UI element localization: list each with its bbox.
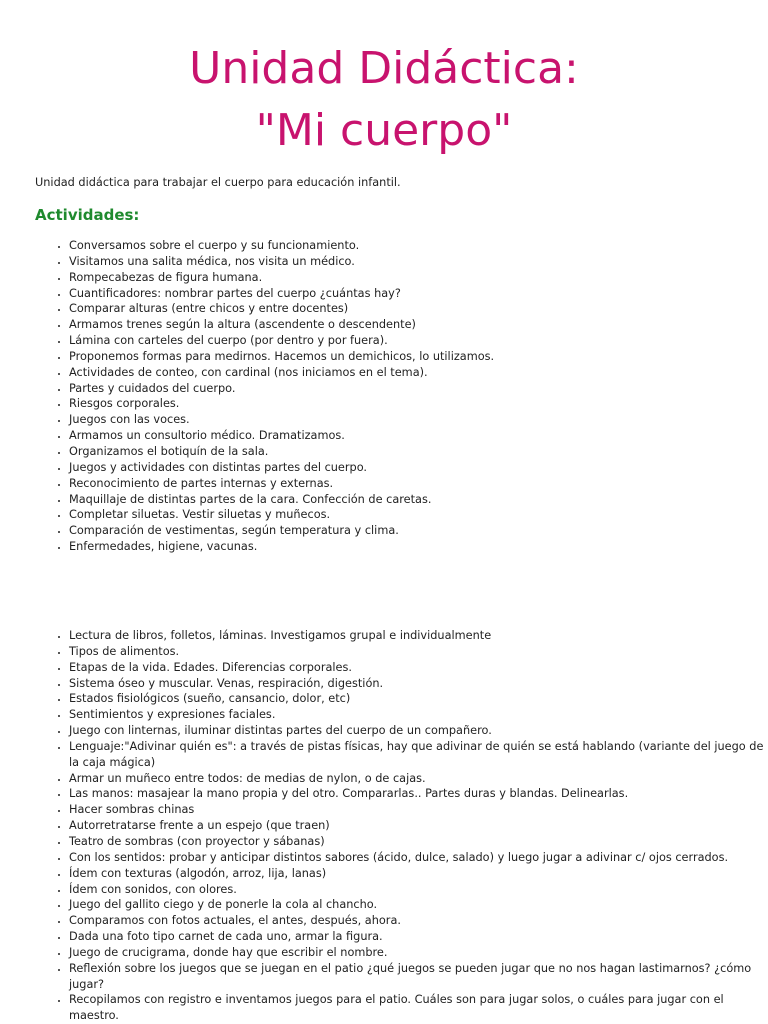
list-item: • Juego del gallito ciego y de ponerle la cola al chancho. — [69, 897, 768, 913]
list-item: • Comparación de vestimentas, según temperatura y clima. — [69, 523, 768, 539]
list-item: • Actividades de conteo, con cardinal (nos iniciamos en el tema). — [69, 365, 768, 381]
list-item: • Juego con linternas, iluminar distintas partes del cuerpo de un compañero. — [69, 723, 768, 739]
list-item: • Tipos de alimentos. — [69, 644, 768, 660]
list-item: • Ídem con texturas (algodón, arroz, lija, lanas) — [69, 866, 768, 882]
list-item: • Organizamos el botiquín de la sala. — [69, 444, 768, 460]
list-item: • Juegos y actividades con distintas partes del cuerpo. — [69, 460, 768, 476]
list-item: • Armamos trenes según la altura (ascendente o descendente) — [69, 317, 768, 333]
list-item: • Juegos con las voces. — [69, 412, 768, 428]
list-item: • Estados fisiológicos (sueño, cansancio, dolor, etc) — [69, 691, 768, 707]
list-item: • Completar siluetas. Vestir siluetas y muñecos. — [69, 507, 768, 523]
list-item: • Maquillaje de distintas partes de la cara. Confección de caretas. — [69, 492, 768, 508]
list-item: • Visitamos una salita médica, nos visita un médico. — [69, 254, 768, 270]
list-item: • Lámina con carteles del cuerpo (por dentro y por fuera). — [69, 333, 768, 349]
list-item: • Ídem con sonidos, con olores. — [69, 882, 768, 898]
list-item: • Juego de crucigrama, donde hay que escribir el nombre. — [69, 945, 768, 961]
list-item: • Lenguaje:"Adivinar quién es": a través de pistas físicas, hay que adivinar de quién se está hablando (variante del juego de la caja mágica) — [69, 739, 768, 771]
list-item: • Armar un muñeco entre todos: de medias de nylon, o de cajas. — [69, 771, 768, 787]
list-item: • Reconocimiento de partes internas y externas. — [69, 476, 768, 492]
list-item: • Lectura de libros, folletos, láminas. Investigamos grupal e individualmente — [69, 628, 768, 644]
activities-list-2 — [35, 628, 768, 1024]
list-item: • Sentimientos y expresiones faciales. — [69, 707, 768, 723]
list-item: • Comparamos con fotos actuales, el antes, después, ahora. — [69, 913, 768, 929]
list-item: • Autorretratarse frente a un espejo (que traen) — [69, 818, 768, 834]
list-item: • Reflexión sobre los juegos que se juegan en el patio ¿qué juegos se pueden jugar que no nos hagan lastimarnos? ¿cómo jugar? — [69, 961, 768, 993]
list-item: • Comparar alturas (entre chicos y entre docentes) — [69, 301, 768, 317]
list-item: • Rompecabezas de figura humana. — [69, 270, 768, 286]
list-item: • Proponemos formas para medirnos. Hacemos un demichicos, lo utilizamos. — [69, 349, 768, 365]
list-item: • Las manos: masajear la mano propia y del otro. Compararlas.. Partes duras y blandas. Delinearlas. — [69, 786, 768, 802]
list-item: • Con los sentidos: probar y anticipar distintos sabores (ácido, dulce, salado) y luego jugar a adivinar c/ ojos cerrados. — [69, 850, 768, 866]
intro-paragraph: Unidad didáctica para trabajar el cuerpo para educación infantil. — [35, 176, 401, 189]
section-heading-actividades: Actividades: — [35, 206, 140, 224]
list-item: • Cuantificadores: nombrar partes del cuerpo ¿cuántas hay? — [69, 286, 768, 302]
list-item: • Etapas de la vida. Edades. Diferencias corporales. — [69, 660, 768, 676]
title-line-1: Unidad Didáctica: — [189, 43, 579, 94]
list-item: • Teatro de sombras (con proyector y sábanas) — [69, 834, 768, 850]
list-item: • Recopilamos con registro e inventamos juegos para el patio. Cuáles son para jugar solos, o cuáles para jugar con el maestro. — [69, 992, 768, 1024]
activities-list-1 — [35, 238, 768, 555]
document-title — [0, 38, 768, 162]
list-item: • Dada una foto tipo carnet de cada uno, armar la figura. — [69, 929, 768, 945]
list-item: • Enfermedades, higiene, vacunas. — [69, 539, 768, 555]
list-item: • Riesgos corporales. — [69, 396, 768, 412]
list-item: • Sistema óseo y muscular. Venas, respiración, digestión. — [69, 676, 768, 692]
list-item: • Partes y cuidados del cuerpo. — [69, 381, 768, 397]
list-item: • Armamos un consultorio médico. Dramatizamos. — [69, 428, 768, 444]
title-line-2: "Mi cuerpo" — [255, 105, 513, 156]
list-item: • Hacer sombras chinas — [69, 802, 768, 818]
list-item: • Conversamos sobre el cuerpo y su funcionamiento. — [69, 238, 768, 254]
